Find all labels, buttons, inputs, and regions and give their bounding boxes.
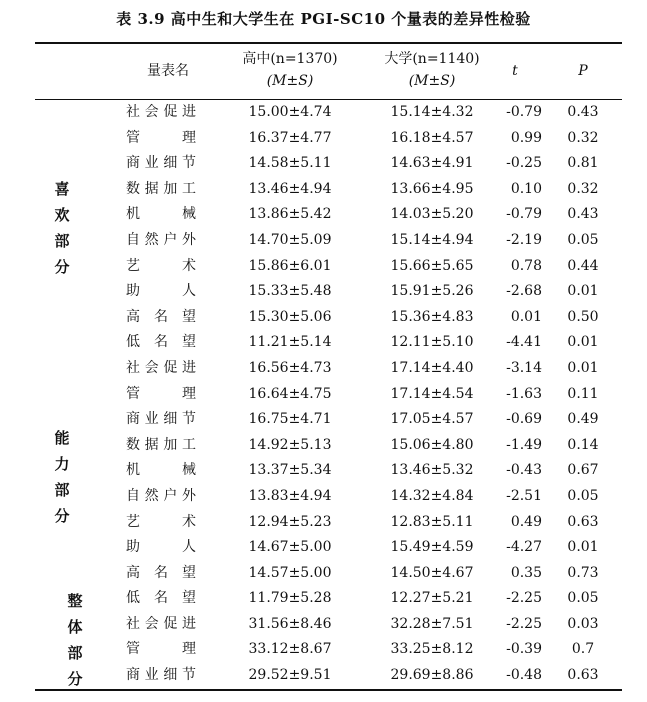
- group-char: 能: [54, 429, 70, 447]
- high-school-cell: 13.83±4.94: [248, 487, 332, 504]
- table-row: [0, 177, 647, 203]
- university-cell: 14.63±4.91: [390, 155, 474, 172]
- t-value-cell: 0.01: [510, 308, 542, 325]
- scale-name-cell: 商业细节: [126, 155, 196, 172]
- university-cell: 12.27±5.21: [390, 590, 474, 607]
- table-row: [0, 356, 647, 382]
- header-scale-name: 量表名: [147, 63, 189, 79]
- scale-name-cell: 社会促进: [126, 104, 196, 120]
- high-school-cell: 14.67±5.00: [248, 539, 332, 556]
- t-value-cell: 0.49: [510, 513, 542, 530]
- scale-name-cell: 社会促进: [126, 359, 196, 376]
- high-school-cell: 33.12±8.67: [248, 641, 332, 658]
- table-row: [0, 151, 647, 177]
- high-school-cell: 14.57±5.00: [248, 564, 332, 581]
- scale-name-cell: 高名望: [126, 564, 196, 581]
- table-row: [0, 484, 647, 510]
- table-body: [0, 100, 647, 689]
- university-cell: 15.66±5.65: [390, 257, 474, 274]
- group-char: 部: [54, 481, 70, 499]
- p-value-cell: 0.63: [567, 667, 599, 684]
- group-char: 分: [54, 507, 70, 525]
- t-value-cell: -0.25: [506, 155, 542, 172]
- university-cell: 14.32±4.84: [390, 487, 474, 504]
- high-school-cell: 16.37±4.77: [248, 129, 332, 146]
- p-value-cell: 0.44: [567, 257, 599, 274]
- table-row: [0, 510, 647, 536]
- scale-name-cell: 低名望: [126, 590, 196, 607]
- t-value-cell: -2.19: [506, 231, 542, 248]
- bottom-rule: [35, 689, 622, 691]
- t-value-cell: -0.79: [506, 206, 542, 223]
- high-school-cell: 15.86±6.01: [248, 257, 332, 274]
- university-cell: 13.46±5.32: [390, 462, 474, 479]
- high-school-cell: 11.21±5.14: [248, 334, 332, 351]
- high-school-cell: 16.64±4.75: [248, 385, 332, 402]
- table-row: [0, 254, 647, 280]
- scale-name-cell: 数据加工: [126, 436, 196, 453]
- university-cell: 15.49±4.59: [390, 539, 474, 556]
- p-value-cell: 0.05: [567, 487, 599, 504]
- university-cell: 12.83±5.11: [390, 513, 474, 530]
- header-t: t: [512, 63, 518, 79]
- header-p: P: [578, 63, 588, 79]
- p-value-cell: 0.32: [567, 180, 599, 197]
- high-school-cell: 14.70±5.09: [248, 231, 332, 248]
- university-cell: 15.36±4.83: [390, 308, 474, 325]
- scale-name-cell: 助 人: [126, 283, 196, 300]
- p-value-cell: 0.73: [567, 564, 599, 581]
- scale-name-cell: 自然户外: [126, 487, 196, 504]
- high-school-cell: 11.79±5.28: [248, 590, 332, 607]
- group-char: 部: [54, 232, 70, 250]
- p-value-cell: 0.63: [567, 513, 599, 530]
- scale-name-cell: 管 理: [126, 385, 196, 402]
- table-row: [0, 663, 647, 689]
- p-value-cell: 0.67: [567, 462, 599, 479]
- scale-name-cell: 助 人: [126, 539, 196, 556]
- p-value-cell: 0.43: [567, 104, 599, 120]
- group-char: 部: [67, 644, 83, 662]
- t-value-cell: -3.14: [506, 359, 542, 376]
- t-value-cell: -1.63: [506, 385, 542, 402]
- university-cell: 17.05±4.57: [390, 411, 474, 428]
- t-value-cell: -2.25: [506, 590, 542, 607]
- header-university-label: 大学(n=1140): [384, 51, 480, 67]
- table-row: [0, 100, 647, 126]
- high-school-cell: 15.30±5.06: [248, 308, 332, 325]
- t-value-cell: -1.49: [506, 436, 542, 453]
- university-cell: 14.50±4.67: [390, 564, 474, 581]
- t-value-cell: 0.10: [510, 180, 542, 197]
- p-value-cell: 0.11: [567, 385, 599, 402]
- p-value-cell: 0.05: [567, 231, 599, 248]
- scale-name-cell: 商业细节: [126, 667, 196, 684]
- university-cell: 17.14±4.54: [390, 385, 474, 402]
- table-row: [0, 433, 647, 459]
- university-cell: 16.18±4.57: [390, 129, 474, 146]
- table-row: [0, 382, 647, 408]
- top-rule: [35, 42, 622, 44]
- table-row: [0, 407, 647, 433]
- high-school-cell: 13.37±5.34: [248, 462, 332, 479]
- university-cell: 13.66±4.95: [390, 180, 474, 197]
- header-high-school-sub: (M±S): [266, 73, 314, 89]
- high-school-cell: 13.46±4.94: [248, 180, 332, 197]
- scale-name-cell: 机 械: [126, 206, 196, 223]
- p-value-cell: 0.32: [567, 129, 599, 146]
- table-row: [0, 202, 647, 228]
- university-cell: 15.14±4.94: [390, 231, 474, 248]
- t-value-cell: 0.99: [510, 129, 542, 146]
- table-caption: 表 3.9 高中生和大学生在 PGI-SC10 个量表的差异性检验: [116, 10, 531, 28]
- scale-name-cell: 管 理: [126, 129, 196, 146]
- t-value-cell: -4.27: [506, 539, 542, 556]
- header-university-sub: (M±S): [408, 73, 456, 89]
- scale-name-cell: 高名望: [126, 308, 196, 325]
- t-value-cell: -4.41: [506, 334, 542, 351]
- high-school-cell: 16.56±4.73: [248, 359, 332, 376]
- high-school-cell: 14.92±5.13: [248, 436, 332, 453]
- table-row: [0, 561, 647, 587]
- p-value-cell: 0.05: [567, 590, 599, 607]
- t-value-cell: 0.35: [510, 564, 542, 581]
- scale-name-cell: 管 理: [126, 641, 196, 658]
- university-cell: 15.06±4.80: [390, 436, 474, 453]
- high-school-cell: 14.58±5.11: [248, 155, 332, 172]
- header-university: [362, 48, 502, 92]
- high-school-cell: 15.00±4.74: [248, 104, 332, 120]
- p-value-cell: 0.50: [567, 308, 599, 325]
- university-cell: 17.14±4.40: [390, 359, 474, 376]
- t-value-cell: -0.48: [506, 667, 542, 684]
- t-value-cell: -0.79: [506, 104, 542, 120]
- scale-name-cell: 艺 术: [126, 257, 196, 274]
- high-school-cell: 15.33±5.48: [248, 283, 332, 300]
- p-value-cell: 0.14: [567, 436, 599, 453]
- group-char: 分: [67, 670, 83, 688]
- scale-name-cell: 自然户外: [126, 231, 196, 248]
- high-school-cell: 13.86±5.42: [248, 206, 332, 223]
- table-row: [0, 612, 647, 638]
- scale-name-cell: 社会促进: [126, 615, 196, 632]
- t-value-cell: -2.51: [506, 487, 542, 504]
- group-char: 力: [54, 455, 70, 473]
- scale-name-cell: 机 械: [126, 462, 196, 479]
- t-value-cell: -0.39: [506, 641, 542, 658]
- group-char: 喜: [54, 180, 70, 198]
- university-cell: 29.69±8.86: [390, 667, 474, 684]
- high-school-cell: 12.94±5.23: [248, 513, 332, 530]
- t-value-cell: 0.78: [510, 257, 542, 274]
- high-school-cell: 31.56±8.46: [248, 615, 332, 632]
- table-row: [0, 586, 647, 612]
- university-cell: 14.03±5.20: [390, 206, 474, 223]
- table-row: [0, 535, 647, 561]
- scale-name-cell: 艺 术: [126, 513, 196, 530]
- table-row: [0, 330, 647, 356]
- table-row: [0, 279, 647, 305]
- p-value-cell: 0.01: [567, 283, 599, 300]
- scale-name-cell: 低名望: [126, 334, 196, 351]
- table-row: [0, 458, 647, 484]
- p-value-cell: 0.01: [567, 359, 599, 376]
- p-value-cell: 0.81: [567, 155, 599, 172]
- p-value-cell: 0.43: [567, 206, 599, 223]
- group-char: 欢: [54, 206, 70, 224]
- scale-name-cell: 商业细节: [126, 411, 196, 428]
- table-row: [0, 305, 647, 331]
- header-high-school-label: 高中(n=1370): [242, 51, 338, 67]
- t-value-cell: -0.69: [506, 411, 542, 428]
- t-value-cell: -2.25: [506, 615, 542, 632]
- p-value-cell: 0.49: [567, 411, 599, 428]
- table-row: [0, 126, 647, 152]
- table-row: [0, 637, 647, 663]
- t-value-cell: -2.68: [506, 283, 542, 300]
- university-cell: 15.14±4.32: [390, 104, 474, 120]
- table-row: [0, 228, 647, 254]
- p-value-cell: 0.01: [567, 334, 599, 351]
- university-cell: 12.11±5.10: [390, 334, 474, 351]
- group-char: 整: [67, 592, 83, 610]
- p-value-cell: 0.03: [567, 615, 599, 632]
- t-value-cell: -0.43: [506, 462, 542, 479]
- p-value-cell: 0.01: [567, 539, 599, 556]
- university-cell: 32.28±7.51: [390, 615, 474, 632]
- scale-name-cell: 数据加工: [126, 180, 196, 197]
- high-school-cell: 16.75±4.71: [248, 411, 332, 428]
- university-cell: 15.91±5.26: [390, 283, 474, 300]
- group-char: 体: [67, 618, 83, 636]
- header-high-school: [220, 48, 360, 92]
- p-value-cell: 0.7: [571, 641, 595, 658]
- high-school-cell: 29.52±9.51: [248, 667, 332, 684]
- group-char: 分: [54, 258, 70, 276]
- university-cell: 33.25±8.12: [390, 641, 474, 658]
